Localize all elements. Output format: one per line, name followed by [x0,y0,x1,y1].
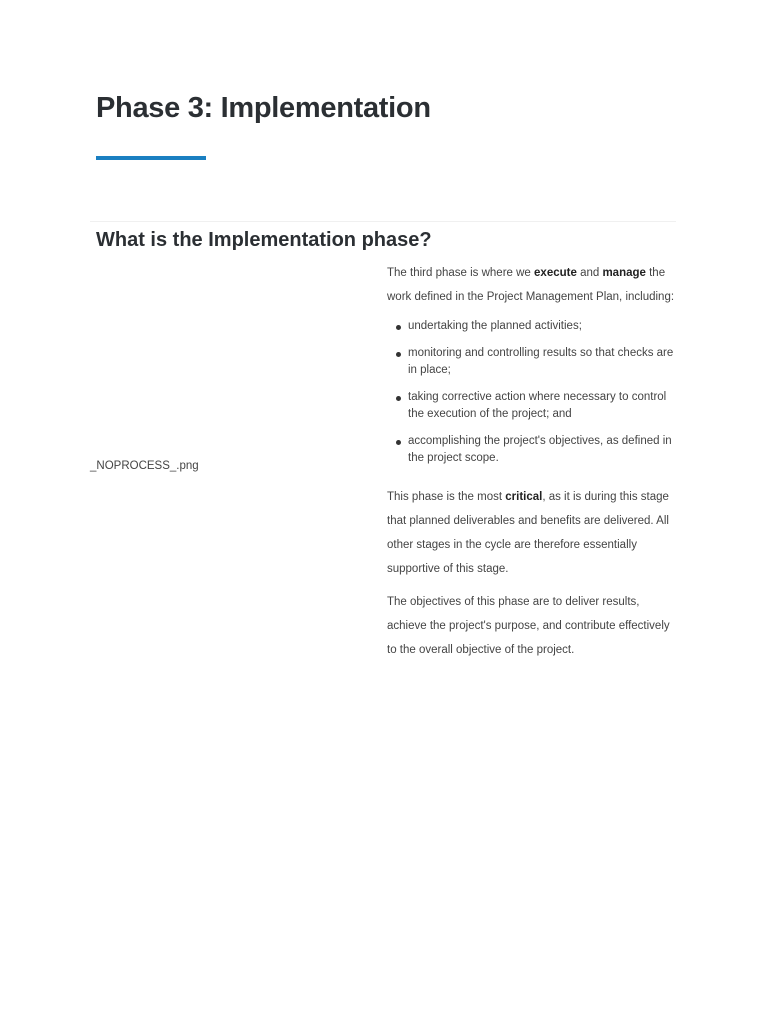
content-column [387,261,679,671]
broken-image-placeholder: _NOPROCESS_.png [90,460,199,472]
intro-bold-execute: execute [534,267,577,279]
bullet-icon [396,396,401,401]
list-item-text: accomplishing the project's objectives, as defined in the project scope. [408,435,672,464]
intro-text-1: The third phase is where we [387,267,535,279]
list-item-text: monitoring and controlling results so that checks are in place; [408,347,674,376]
bullet-icon [396,352,401,357]
section-divider [90,221,676,222]
objectives-paragraph: The objectives of this phase are to deliver results, achieve the project's purpose, and contribute effectively to the overall objective of the project. [387,596,670,656]
title-underline [96,156,206,160]
list-item-text: undertaking the planned activities; [408,320,582,332]
list-item [387,389,679,423]
intro-bold-manage: manage [602,267,646,279]
intro-paragraph [387,261,679,309]
page-title: Phase 3: Implementation [96,92,431,124]
critical-paragraph [387,485,679,581]
list-item [387,433,679,467]
bullet-icon [396,325,401,330]
activities-list [387,318,679,467]
intro-text-3: the work defined in the Project Management Plan, including: [387,267,675,303]
list-item [387,318,679,335]
list-item [387,345,679,379]
critical-bold: critical [505,491,543,503]
section-heading: What is the Implementation phase? [96,229,432,251]
list-item-text: taking corrective action where necessary to control the execution of the project; and [408,391,667,420]
bullet-icon [396,440,401,445]
intro-text-2: and [576,267,603,279]
critical-text-2: , as it is during this stage that planned deliverables and benefits are delivered. All other stages in the cycle are therefore essentially supportive of this stage. [387,491,669,575]
critical-text-1: This phase is the most [387,491,506,503]
